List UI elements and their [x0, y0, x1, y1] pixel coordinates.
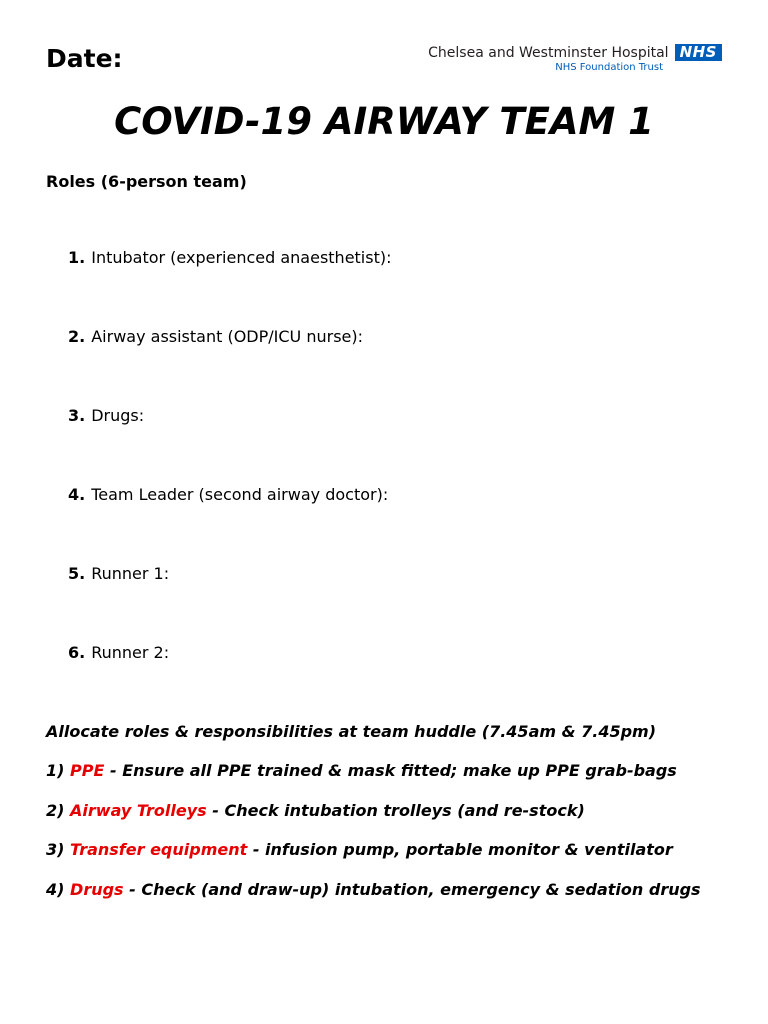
role-number: 5.: [68, 564, 86, 583]
role-label: Airway assistant (ODP/ICU nurse):: [91, 327, 364, 346]
date-label: Date:: [46, 44, 123, 73]
task-item-transfer-equipment: [46, 840, 701, 880]
role-number: 6.: [68, 643, 86, 662]
task-description: infusion pump, portable monitor & ventilator: [265, 840, 673, 859]
task-item-ppe: [46, 761, 701, 801]
roles-list: [68, 248, 392, 722]
task-number: 4): [46, 879, 65, 899]
task-number: 1): [46, 761, 65, 780]
task-name: Airway Trolleys: [70, 800, 207, 820]
role-item-drugs: [68, 406, 392, 485]
role-label: Runner 2:: [91, 643, 170, 662]
roles-heading: Roles (6-person team): [46, 172, 247, 191]
task-number: 3): [46, 840, 65, 859]
role-label: Team Leader (second airway doctor):: [91, 485, 389, 504]
nhs-logo-badge: NHS: [675, 44, 722, 61]
role-number: 2.: [68, 327, 86, 346]
task-description: Ensure all PPE trained & mask fitted; make up PPE grab-bags: [122, 761, 677, 780]
task-item-drugs: [46, 880, 701, 920]
role-number: 4.: [68, 485, 86, 504]
role-label: Drugs:: [91, 406, 145, 425]
task-item-airway-trolleys: [46, 801, 701, 841]
task-name: Drugs: [70, 879, 124, 899]
task-separator: -: [247, 840, 266, 859]
task-name: PPE: [70, 761, 105, 780]
task-description: Check (and draw-up) intubation, emergency & sedation drugs: [141, 879, 701, 899]
role-label: Runner 1:: [91, 564, 170, 583]
task-separator: -: [104, 761, 123, 780]
role-item-runner-1: [68, 564, 392, 643]
role-number: 1.: [68, 248, 86, 267]
task-separator: -: [123, 879, 142, 899]
role-item-runner-2: [68, 643, 392, 722]
role-item-airway-assistant: [68, 327, 392, 406]
task-separator: -: [206, 800, 225, 820]
allocate-instruction: Allocate roles & responsibilities at team huddle (7.45am & 7.45pm): [46, 722, 657, 741]
trust-name: NHS Foundation Trust: [555, 62, 663, 73]
page-title: COVID-19 AIRWAY TEAM 1: [114, 100, 654, 143]
role-label: Intubator (experienced anaesthetist):: [91, 248, 392, 267]
responsibilities-list: [46, 761, 701, 919]
task-name: Transfer equipment: [70, 840, 248, 859]
role-number: 3.: [68, 406, 86, 425]
task-description: Check intubation trolleys (and re-stock): [224, 800, 585, 820]
task-number: 2): [46, 800, 65, 820]
role-item-intubator: [68, 248, 392, 327]
hospital-name: Chelsea and Westminster Hospital: [428, 44, 669, 61]
hospital-logo: [428, 44, 722, 73]
role-item-team-leader: [68, 485, 392, 564]
